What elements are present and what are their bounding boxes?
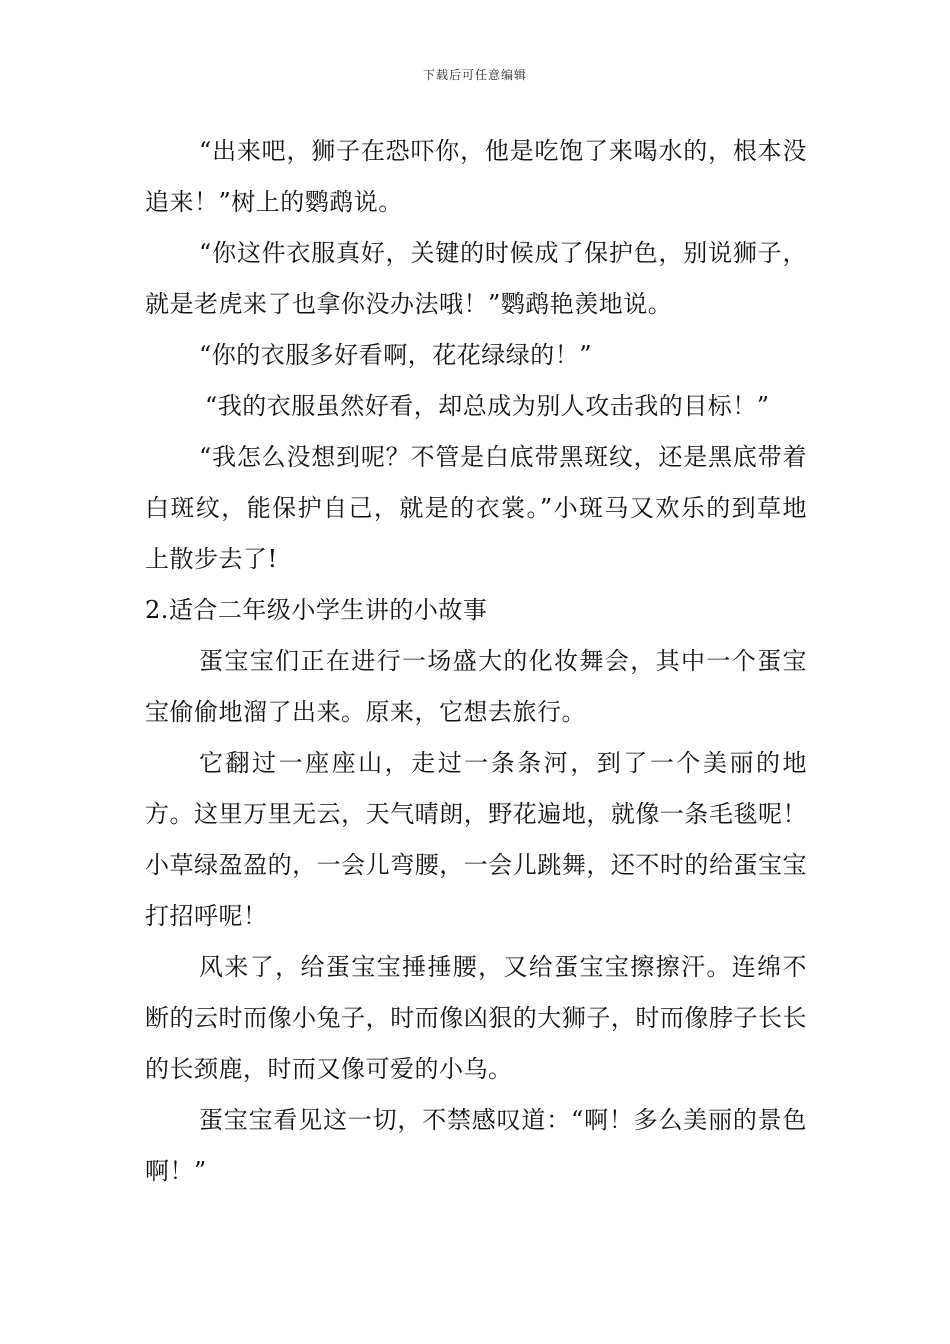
- paragraph: “我的衣服虽然好看，却总成为别人攻击我的目标！”: [205, 392, 770, 420]
- paragraph: 风来了，给蛋宝宝捶捶腰，又给蛋宝宝擦擦汗。连绵不断的云时而像小兔子，时而像凶狠的大狮子，时而像脖子长长的长颈鹿，时而又像可爱的小乌。: [145, 953, 807, 1083]
- paragraph: 它翻过一座座山，走过一条条河，到了一个美丽的地方。这里万里无云，天气晴朗，野花遍地，就像一条毛毯呢！小草绿盈盈的，一会儿弯腰，一会儿跳舞，还不时的给蛋宝宝打招呼呢！: [145, 749, 807, 930]
- page-header: 下载后可任意编辑: [422, 68, 527, 82]
- paragraph: “我怎么没想到呢？不管是白底带黑斑纹，还是黑底带着白斑纹，能保护自己，就是的衣裳。”小斑马又欢乐的到草地上散步去了!: [145, 443, 807, 573]
- paragraph: 蛋宝宝看见这一切，不禁感叹道：“啊！多么美丽的景色啊！”: [145, 1106, 807, 1185]
- document-body: [145, 126, 807, 1197]
- paragraph: “你的衣服多好看啊，花花绿绿的！”: [199, 341, 593, 369]
- section-heading: 2.适合二年级小学生讲的小故事: [145, 596, 488, 624]
- paragraph: 蛋宝宝们正在进行一场盛大的化妆舞会，其中一个蛋宝宝偷偷地溜了出来。原来，它想去旅行。: [145, 647, 807, 726]
- paragraph: “你这件衣服真好，关键的时候成了保护色，别说狮子，就是老虎来了也拿你没办法哦！”鹦鹉艳羡地说。: [145, 239, 807, 318]
- paragraph: “出来吧，狮子在恐吓你，他是吃饱了来喝水的，根本没追来！”树上的鹦鹉说。: [145, 137, 807, 216]
